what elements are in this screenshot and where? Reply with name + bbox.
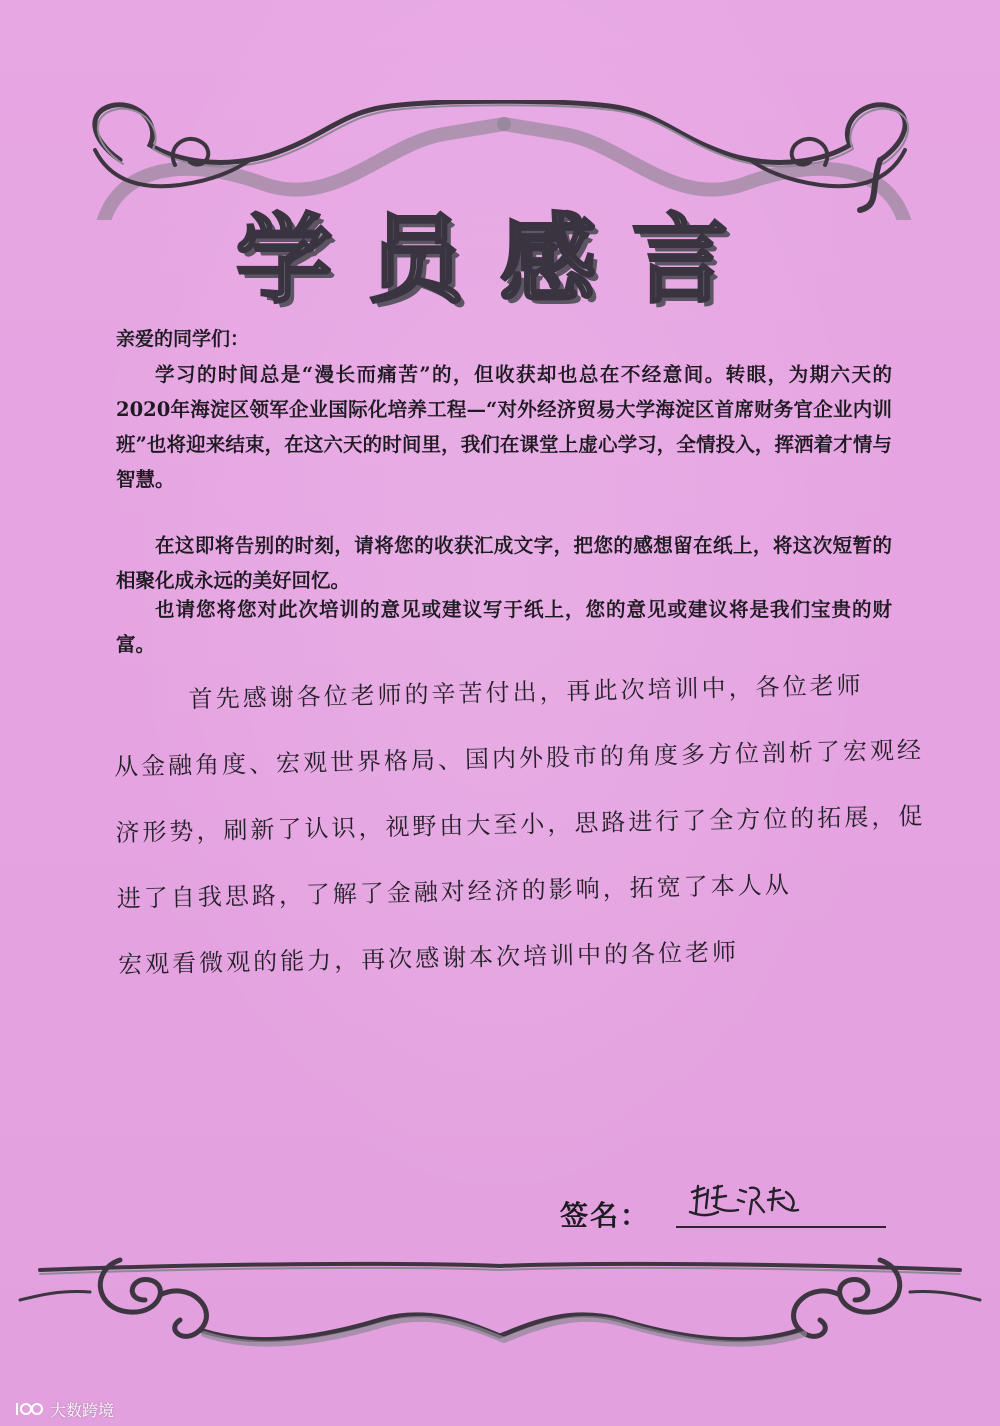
handwritten-line: 济形势，刷新了认识，视野由大至小，思路进行了全方位的拓展，促 xyxy=(115,802,926,847)
printed-paragraph-3: 也请您将您对此次培训的意见或建议写于纸上，您的意见或建议将是我们宝贵的财富。 xyxy=(116,598,892,656)
handwritten-signature xyxy=(688,1182,828,1228)
handwritten-line: 进了自我思路，了解了金融对经济的影响，拓宽了本人从 xyxy=(116,870,792,913)
page-title: 学员感言 xyxy=(236,203,764,316)
handwritten-line: 首先感谢各位老师的辛苦付出，再此次培训中，各位老师 xyxy=(188,671,864,714)
printed-paragraph-2: 在这即将告别的时刻，请将您的收获汇成文字，把您的感想留在纸上，将这次短暂的相聚化成永远的美好回忆。 xyxy=(116,534,892,592)
handwritten-line: 宏观看微观的能力，再次感谢本次培训中的各位老师 xyxy=(117,937,740,979)
bottom-scroll-ornament xyxy=(0,1240,1000,1360)
printed-paragraph-1: 学习的时间总是“漫长而痛苦”的，但收获却也总在不经意间。转眼，为期六天的2020年海淀区领军企业国际化培养工程—“对外经济贸易大学海淀区首席财务官企业内训班”也将迎来结束，在这六天的时间里，我们在课堂上虚心学习，全情投入，挥洒着才情与智慧。 xyxy=(116,363,892,491)
signature-label: 签名： xyxy=(560,1199,651,1232)
handwritten-feedback xyxy=(112,651,926,997)
signature-underline xyxy=(676,1226,886,1228)
watermark xyxy=(14,1396,114,1422)
greeting: 亲爱的同学们： xyxy=(116,328,250,350)
watermark-text: 大数跨境 xyxy=(50,1400,115,1420)
logo-icon xyxy=(14,1400,44,1418)
handwritten-line: 从金融角度、宏观世界格局、国内外股市的角度多方位剖析了宏观经 xyxy=(113,736,925,781)
